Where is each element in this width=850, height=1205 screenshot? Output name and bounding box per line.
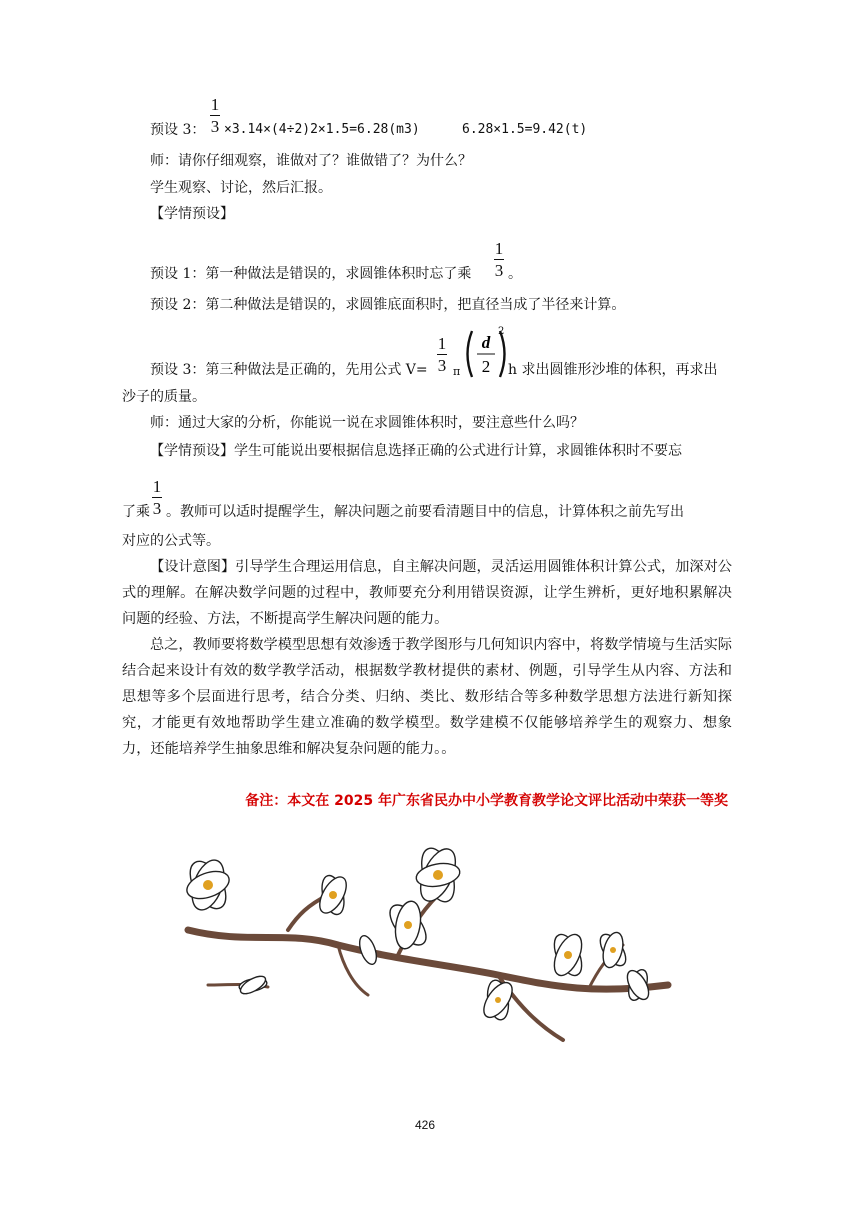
fraction-bar xyxy=(152,497,162,498)
teacher-question-2: 师：通过大家的分析，你能说一说在求圆锥体积时，要注意些什么吗？ xyxy=(150,415,584,431)
xueqing-line-1: 【学情预设】学生可能说出要根据信息选择正确的公式进行计算，求圆锥体积时不要忘 xyxy=(150,443,682,459)
section-heading-xueqing: 【学情预设】 xyxy=(150,206,234,222)
exponent-2: 2 xyxy=(498,326,505,337)
preset-1 xyxy=(150,264,471,284)
formula-line-1 xyxy=(150,120,205,140)
preset-3-cont: 沙子的质量。 xyxy=(122,389,206,405)
fraction-bar xyxy=(210,115,220,116)
formula-expression-text: ×3.14×(4÷2)2×1.5=6.28(m3) xyxy=(224,122,420,137)
magnolia-flowers xyxy=(183,844,653,1022)
preset-3 xyxy=(150,360,428,380)
page-number: 426 xyxy=(414,1118,436,1132)
fraction-bar xyxy=(494,259,504,260)
design-intent-paragraph: 【设计意图】引导学生合理运用信息，自主解决问题，灵活运用圆锥体积计算公式，加深对公式的理解。在解决数学问题的过程中，教师要充分利用错误资源，让学生辨析，更好地积累解决问题的经验、方法，不断提高学生解决问题的能力。 xyxy=(122,559,732,627)
fraction-denominator: 3 xyxy=(494,261,504,280)
preset-2: 预设 2：第二种做法是错误的，求圆锥底面积时，把直径当成了半径来计算。 xyxy=(150,297,626,313)
xueqing-line-2-rest: 。教师可以适时提醒学生，解决问题之前要看清题目中的信息，计算体积之前先写出 xyxy=(166,504,684,520)
fraction-one-third xyxy=(210,96,220,135)
fraction-denominator: 3 xyxy=(152,499,162,518)
fraction-numerator: 1 xyxy=(152,477,162,496)
d-denominator: 2 xyxy=(481,357,491,376)
formula-expression-2 xyxy=(462,120,587,140)
branch xyxy=(188,895,668,1040)
left-paren xyxy=(468,331,473,377)
preset-3-after: h 求出圆锥形沙堆的体积，再求出 xyxy=(508,362,718,378)
xueqing-line-2-start: 了乘 xyxy=(122,504,150,520)
fraction-denominator: 3 xyxy=(437,356,447,375)
award-note: 备注：本文在 2025 年广东省民办中小学教育教学论文评比活动中荣获一等奖 xyxy=(245,793,728,809)
fraction-numerator: 1 xyxy=(437,334,447,353)
fraction-bar xyxy=(437,354,447,355)
d-numerator: d xyxy=(481,333,491,352)
magnolia-branch-illustration xyxy=(168,835,688,1050)
formula-prefix: 预设 3： xyxy=(150,122,206,138)
teacher-question-1: 师：请你仔细观察，谁做对了？谁做错了？为什么？ xyxy=(150,153,472,169)
xueqing-fraction xyxy=(152,478,162,517)
student-observe: 学生观察、讨论，然后汇报。 xyxy=(150,180,332,196)
fraction-numerator: 1 xyxy=(494,239,504,258)
fraction-numerator: 1 xyxy=(210,95,220,114)
preset-1-text: 预设 1：第一种做法是错误的，求圆锥体积时忘了乘 xyxy=(150,266,472,282)
xueqing-line-3: 对应的公式等。 xyxy=(122,533,220,549)
fraction-denominator: 3 xyxy=(210,117,220,136)
pi-symbol: π xyxy=(453,365,461,378)
preset-3-fraction xyxy=(437,335,447,374)
preset-1-end: 。 xyxy=(508,266,522,282)
summary-paragraph: 总之，教师要将数学模型思想有效渗透于教学图形与几何知识内容中，将数学情境与生活实际结合起来设计有效的数学教学活动，根据数学教材提供的素材、例题，引导学生从内容、方法和思想等多个层面进行思考，结合分类、归纳、类比、数形结合等多种数学思想方法进行新知探究，才能更有效地帮助学生建立准确的数学模型。数学建模不仅能够培养学生的观察力、想象力，还能培养学生抽象思维和解决复杂问题的能力。。 xyxy=(122,637,732,757)
preset-1-fraction xyxy=(494,240,504,279)
preset-3-text: 预设 3：第三种做法是正确的，先用公式 V= xyxy=(150,362,428,378)
formula-expression xyxy=(224,120,420,140)
formula-expression-2-text: 6.28×1.5=9.42(t) xyxy=(462,122,588,137)
